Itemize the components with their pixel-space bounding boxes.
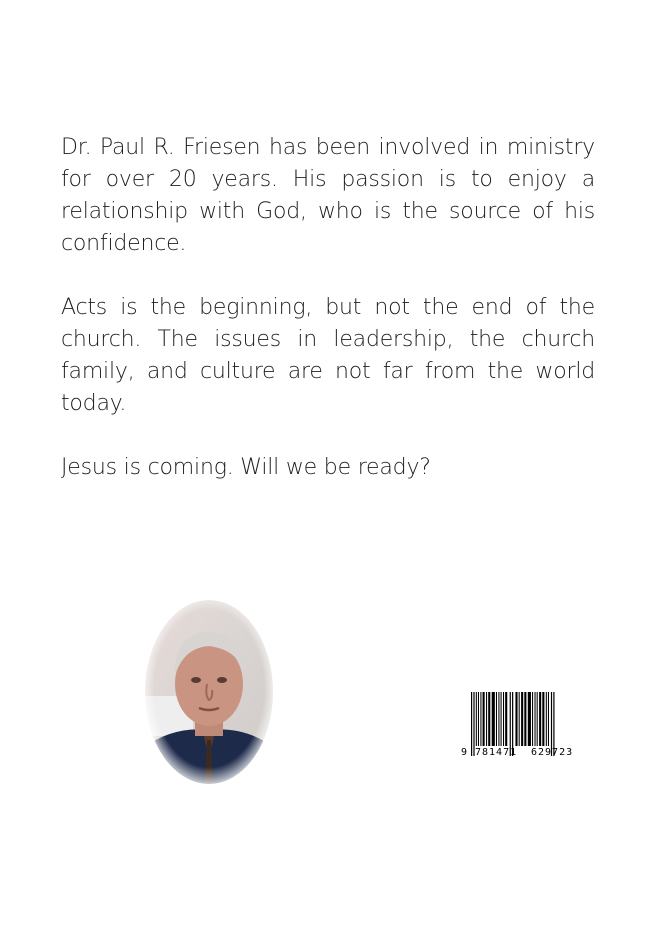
back-cover-blurb [61,132,595,516]
barcode-bar [501,692,502,746]
barcode-bar [486,692,487,746]
barcode-lead-digit: 9 [461,747,468,758]
barcode-left-digits: 781471 [475,747,518,758]
barcode-bar [492,692,495,746]
barcode-bar [478,692,479,746]
barcode-bar [498,692,499,746]
author-portrait [143,598,275,786]
barcode-bar [539,692,541,746]
barcode-bar [471,692,472,756]
barcode-bar [537,692,538,746]
barcode-bar [503,692,504,746]
barcode-bar [524,692,526,746]
barcode-bar [519,692,520,746]
barcode-right-digits: 629723 [531,747,574,758]
barcode-bar [476,692,477,746]
barcode-bar [505,692,507,746]
book-summary-paragraph: Acts is the beginning, but not the end of the church. The issues in leadership, the church family, and culture are not far from the world today. [61,295,595,416]
barcode-bar [483,692,485,746]
barcode-bar [548,692,549,746]
barcode-bar [521,692,523,746]
barcode-bar [496,692,497,746]
barcode-bar [532,692,533,746]
barcode-bar [488,692,490,746]
barcode-bar [515,692,517,746]
author-bio-paragraph: Dr. Paul R. Friesen has been involved in ministry for over 20 years. His passion is to enjoy a relationship with God, who is the source of his confidence. [61,135,595,256]
barcode-bar [528,692,531,746]
barcode-bar [535,692,536,746]
barcode-bar [546,692,547,746]
closing-question-paragraph: Jesus is coming. Will we be ready? [61,455,431,480]
barcode-bar [480,692,481,746]
barcode-bar [542,692,544,746]
isbn-barcode [455,690,595,760]
